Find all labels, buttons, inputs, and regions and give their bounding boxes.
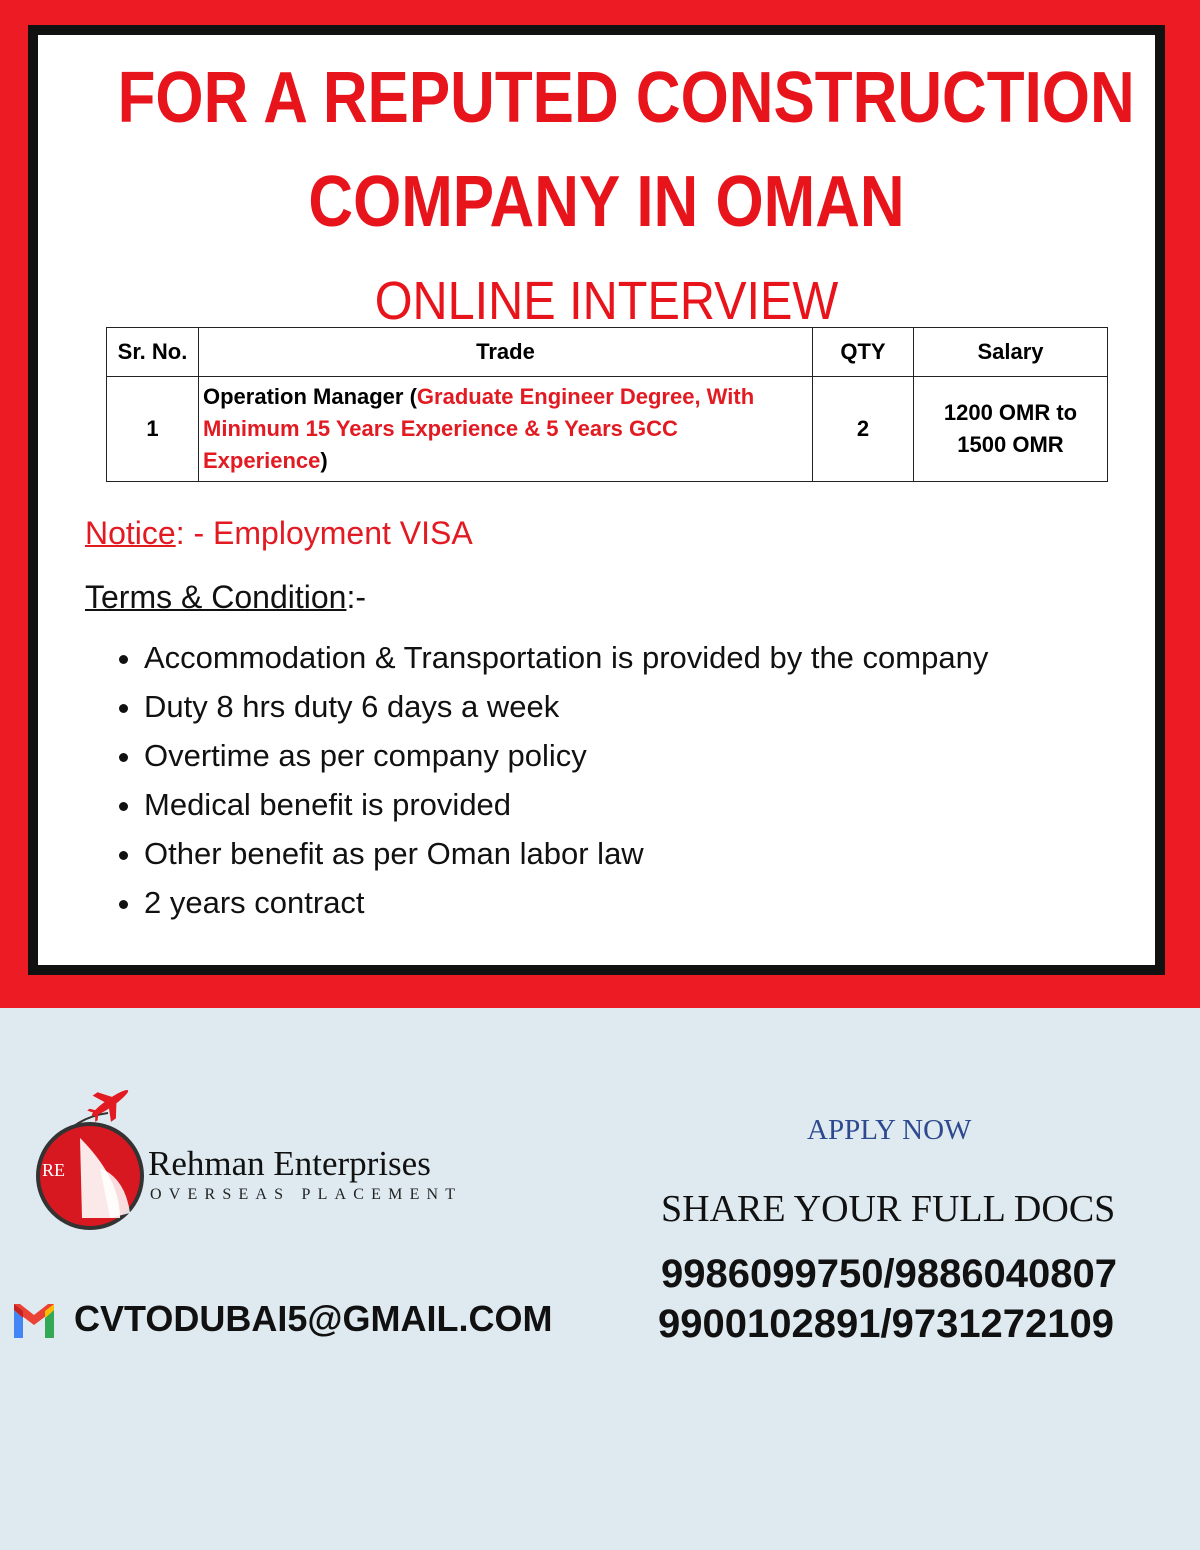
- gmail-icon: [14, 1304, 54, 1338]
- job-card: [28, 25, 1165, 975]
- salary-line2: 1500 OMR: [957, 432, 1064, 457]
- terms-label: Terms & Condition: [85, 579, 347, 615]
- svg-text:RE: RE: [42, 1160, 66, 1180]
- terms-heading: [85, 579, 366, 616]
- table-header-row: [107, 328, 1108, 377]
- company-name: Rehman Enterprises: [148, 1144, 431, 1183]
- notice: [85, 515, 473, 552]
- email-address[interactable]: CVTODUBAI5@GMAIL.COM: [74, 1298, 553, 1339]
- cell-qty: 2: [813, 377, 914, 482]
- table-row: [107, 377, 1108, 482]
- cell-trade: [199, 377, 813, 482]
- headline-line2: COMPANY IN OMAN: [308, 162, 905, 242]
- salary-line1: 1200 OMR to: [943, 400, 1078, 425]
- terms-suffix: :-: [346, 579, 366, 615]
- company-tagline: OVERSEAS PLACEMENT: [150, 1186, 463, 1203]
- col-salary: Salary: [914, 328, 1108, 377]
- company-logo-icon: [30, 1078, 150, 1233]
- apply-now: APPLY NOW: [807, 1114, 972, 1146]
- list-item: • Overtime as per company policy: [144, 731, 988, 780]
- list-item: • Other benefit as per Oman labor law: [144, 829, 988, 878]
- list-item: • 2 years contract: [144, 878, 988, 927]
- trade-title: Operation Manager (: [203, 384, 417, 409]
- notice-text: : - Employment VISA: [175, 515, 473, 551]
- col-trade: Trade: [199, 328, 813, 377]
- terms-list: [100, 633, 988, 927]
- share-docs: SHARE YOUR FULL DOCS: [661, 1188, 1116, 1230]
- cell-sr: 1: [107, 377, 199, 482]
- list-item: • Duty 8 hrs duty 6 days a week: [144, 682, 988, 731]
- trade-close: ): [320, 448, 328, 473]
- job-table: [106, 327, 1108, 482]
- list-item: • Accommodation & Transportation is provided by the company: [144, 633, 988, 682]
- subtitle: ONLINE INTERVIEW: [374, 271, 839, 331]
- cell-salary: [914, 377, 1108, 482]
- col-qty: QTY: [813, 328, 914, 377]
- notice-label: Notice: [85, 515, 176, 551]
- trade-detail: Graduate Engineer Degree, With Minimum 15 Years Experience & 5 Years GCC Experience: [203, 384, 755, 473]
- headline-line1: FOR A REPUTED CONSTRUCTION: [117, 58, 1135, 138]
- phone-line-1[interactable]: 9986099750/9886040807: [661, 1252, 1118, 1296]
- col-sr: Sr. No.: [107, 328, 199, 377]
- phone-line-2[interactable]: 9900102891/9731272109: [658, 1302, 1115, 1346]
- list-item: • Medical benefit is provided: [144, 780, 988, 829]
